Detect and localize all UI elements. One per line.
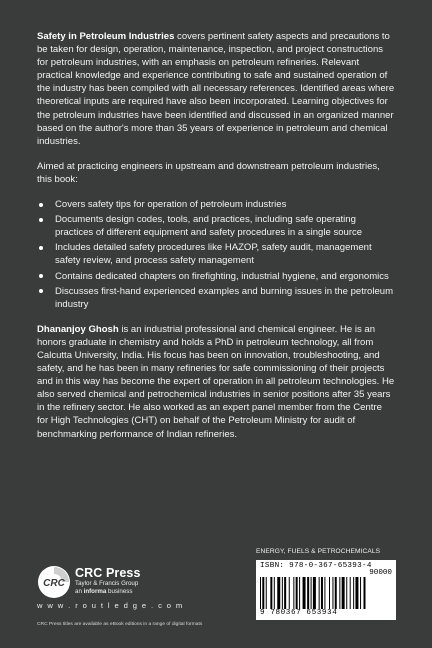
subject-category: ENERGY, FUELS & PETROCHEMICALS — [256, 548, 381, 555]
intro-paragraph — [37, 30, 395, 148]
barcode-icon — [260, 577, 392, 609]
feature-list — [37, 198, 395, 311]
bullet-icon — [39, 203, 43, 207]
list-item: Contains dedicated chapters on firefighting, industrial hygiene, and ergonomics — [37, 270, 395, 283]
website-link[interactable]: w w w . r o u t l e d g e . c o m — [37, 601, 184, 610]
list-item: Documents design codes, tools, and practices, including safe operating practices of different equipment and safety procedures in a single source — [37, 213, 395, 239]
intro-text: covers pertinent safety aspects and precautions to be taken for design, operation, maintenance, inspection, and project constructions for petroleum industries, with an emphasis on petroleum refineries. Relevant practical knowledge and experience contributing to safe and sustained operation of the industry has been compiled with all necessary references. Identified areas where theoretical inputs are required have also been incorporated. Learning objectives for the petroleum industries have been identified and discussed in an organized manner based on the author's more than 35 years of experience in petroleum and chemical industries. — [37, 31, 395, 147]
bullet-icon — [39, 246, 43, 250]
bullet-icon — [39, 289, 43, 293]
barcode-panel — [256, 560, 396, 620]
price-code: 90000 — [369, 569, 392, 577]
author-name: Dhananjoy Ghosh — [37, 323, 119, 335]
list-item: Includes detailed safety procedures like HAZOP, safety audit, management safety review, and process safety management — [37, 241, 395, 267]
ean-digits: 9 780367 653934 — [260, 609, 338, 617]
aimed-paragraph: Aimed at practicing engineers in upstream and downstream petroleum industries, this book: — [37, 160, 380, 185]
list-item: Covers safety tips for operation of petroleum industries — [37, 198, 395, 211]
description-text — [37, 30, 395, 453]
author-paragraph — [37, 323, 395, 441]
crc-logo-icon — [37, 565, 71, 599]
ebook-footnote: CRC Press titles are available as eBook editions in a range of digital formats — [37, 622, 203, 627]
list-item: Discusses first-hand experienced examples and burning issues in the petroleum industry — [37, 285, 395, 311]
author-bio: is an industrial professional and chemical engineer. He is an honors graduate in chemistry and holds a PhD in petroleum technology, all from Calcutta University, India. His focus has been on innovation, troubleshooting, and safety, and he has been in many refineries for safe commissioning of their projects and in this way has become the expert of operation in all petroleum technologies. He also served chemical and petrochemical industries in senior positions after 35 years in the refinery sector. He also worked as an expert panel member from the Centre for High Technologies (CHT) on behalf of the Petroleum Ministry for audit of benchmarking performance of Indian refineries. — [37, 323, 395, 440]
book-title: Safety in Petroleum Industries — [37, 31, 175, 42]
svg-text:CRC: CRC — [43, 578, 65, 589]
publisher-tagline: an informa business — [75, 588, 133, 595]
bullet-icon — [39, 274, 43, 278]
bullet-icon — [39, 218, 43, 222]
publisher-group: Taylor & Francis Group — [75, 580, 139, 587]
publisher-name: CRC Press — [75, 566, 141, 580]
isbn-text: ISBN: 978-0-367-65393-4 — [260, 562, 372, 570]
